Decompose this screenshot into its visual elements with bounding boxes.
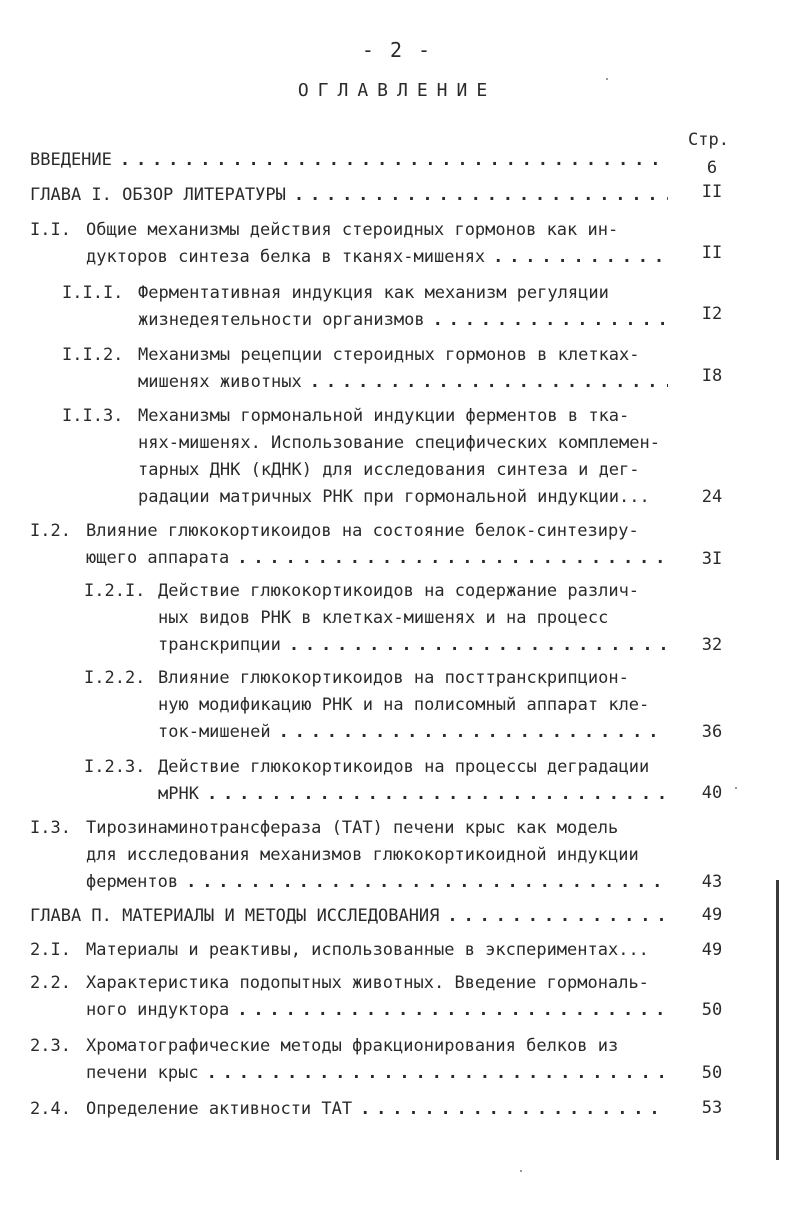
toc-entry-text: мРНК [158, 784, 199, 804]
toc-page-number: II [701, 182, 723, 202]
toc-entry-text: Механизмы гормональной индукции ферментов в тка- [138, 406, 630, 426]
toc-entry-text: Характеристика подопытных животных. Введение гормональ- [86, 973, 649, 993]
dot-leader [433, 307, 668, 334]
toc-entry-text: Определение активности ТАТ [86, 1099, 353, 1119]
toc-entry-text: Действие глюкокортикоидов на содержание различ- [158, 581, 640, 601]
toc-entry-text: Ферментативная индукция как механизм регуляции [138, 283, 609, 303]
page-title: ОГЛАВЛЕНИЕ [297, 80, 497, 101]
toc-page-number: 50 [701, 1000, 723, 1020]
toc-entry-text: Механизмы рецепции стероидных гормонов в клетках- [138, 345, 640, 365]
dot-leader [294, 182, 668, 209]
toc-page-number: II [701, 243, 723, 263]
toc-entry-number: I.I.3. [62, 406, 124, 426]
dot-leader [360, 1096, 668, 1123]
toc-entry-number: I.2. [30, 521, 71, 541]
toc-entry-number: I.I.I. [62, 283, 124, 303]
toc-entry-number: 2.4. [30, 1099, 71, 1119]
dot-leader [447, 903, 668, 930]
toc-page-number: 6 [706, 158, 718, 178]
page-number: - 2 - [361, 38, 433, 62]
toc-entry-text: ных видов РНК в клетках-мишенях и на процесс [158, 608, 609, 628]
toc-page-number: I8 [701, 366, 723, 386]
toc-entry-text: для исследования механизмов глюкокортикоидной индукции [86, 845, 639, 865]
toc-entry-text: Тирозинаминотрансфераза (ТАТ) печени крыс как модель [86, 818, 619, 838]
toc-entry-text: тарных ДНК (кДНК) для исследования синтеза и дег- [138, 460, 640, 480]
dot-leader [207, 781, 668, 808]
toc-entry-text: Действие глюкокортикоидов на процессы деградации [158, 757, 650, 777]
toc-page-number: 49 [701, 905, 723, 925]
toc-entry-text: печени крыс [86, 1063, 199, 1083]
dot-leader [207, 1060, 668, 1087]
toc-entry-text: ного индуктора [86, 1000, 230, 1020]
toc-entry-text: радации матричных РНК при гормональной индукции... [138, 487, 650, 507]
toc-entry-text: мишенях животных [138, 372, 302, 392]
toc-page-number: 32 [701, 635, 723, 655]
margin-mark [776, 880, 779, 1160]
toc-entry-text: нях-мишенях. Использование специфических комплемен- [138, 433, 660, 453]
toc-entry-number: I.I.2. [62, 345, 124, 365]
toc-page-number: 53 [701, 1098, 723, 1118]
toc-entry-number: 2.I. [30, 940, 71, 960]
toc-entry-text: ток-мишеней [158, 722, 271, 742]
toc-entry-text: Общие механизмы действия стероидных гормонов как ин- [86, 220, 619, 240]
toc-entry-text: Хроматографические методы фракционирования белков из [86, 1036, 619, 1056]
dot-leader [186, 869, 668, 896]
toc-entry-text: ГЛАВА I. ОБЗОР ЛИТЕРАТУРЫ [30, 185, 286, 205]
dot-leader [289, 632, 668, 659]
toc-page-number: I2 [701, 304, 723, 324]
toc-entry-text: Материалы и реактивы, использованные в экспериментах... [86, 940, 649, 960]
toc-entry-number: 2.2. [30, 973, 71, 993]
toc-page-number: 3I [701, 549, 723, 569]
dot-leader [310, 369, 668, 396]
toc-entry-text: Влияние глюкокортикоидов на посттранскрипцион- [158, 668, 629, 688]
toc-entry-text: ВВЕДЕНИЕ [30, 150, 112, 170]
toc-entry-number: I.3. [30, 818, 71, 838]
toc-entry-number: I.2.I. [84, 581, 146, 601]
paper-speck [735, 787, 737, 789]
toc-entry-number: I.I. [30, 220, 71, 240]
toc-page-number: 40 [701, 783, 723, 803]
toc-entry-number: 2.3. [30, 1036, 71, 1056]
toc-entry-text: ющего аппарата [86, 548, 230, 568]
toc-entry-text: жизнедеятельности организмов [138, 310, 425, 330]
toc-entry-text: транскрипции [158, 635, 281, 655]
toc-entry-text: ГЛАВА П. МАТЕРИАЛЫ И МЕТОДЫ ИССЛЕДОВАНИЯ [30, 906, 440, 926]
dot-leader [237, 997, 668, 1024]
dot-leader [237, 545, 668, 572]
toc-entry-number: I.2.3. [84, 757, 146, 777]
toc-page-number: 49 [701, 940, 723, 960]
toc-page-number: 36 [701, 722, 723, 742]
toc-entry-text: ферментов [86, 872, 179, 892]
paper-speck [606, 78, 608, 80]
toc-entry-text: Влияние глюкокортикоидов на состояние белок-синтезиру- [86, 521, 639, 541]
toc-page-number: 24 [701, 487, 723, 507]
paper-speck [520, 1170, 522, 1172]
toc-entry-number: I.2.2. [84, 668, 146, 688]
page-column-label: Стр. [688, 130, 729, 150]
toc-entry-text: дукторов синтеза белка в тканях-мишенях [86, 247, 486, 267]
dot-leader [493, 244, 668, 271]
toc-entry-text: ную модификацию РНК и на полисомный аппарат кле- [158, 695, 650, 715]
dot-leader [120, 147, 668, 174]
toc-page-number: 50 [701, 1063, 723, 1083]
toc-page-number: 43 [701, 872, 723, 892]
dot-leader [279, 719, 668, 746]
